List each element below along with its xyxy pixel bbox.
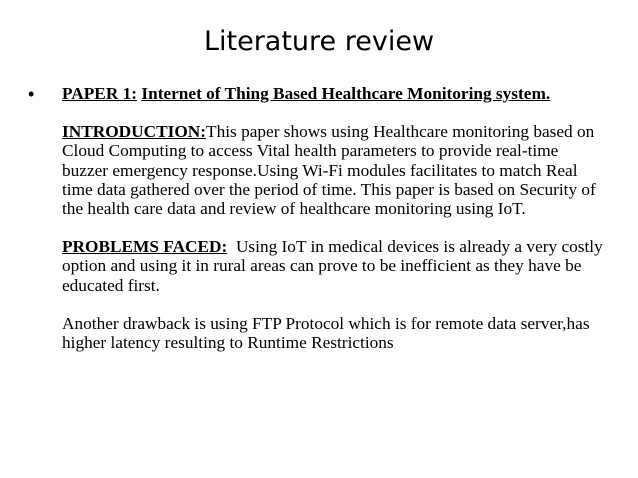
problems-paragraph — [62, 237, 608, 295]
paper-line — [62, 84, 608, 103]
problems-heading: PROBLEMS FACED: — [62, 237, 228, 257]
spacer — [62, 103, 608, 122]
introduction-text: This paper shows using Healthcare monitoring based on Cloud Computing to access Vital health parameters to provide real-time buzzer emergency response.Using Wi-Fi modules facilitates to match Real time data gathered over the period of time. This paper is based on Security of the health care data and review of healthcare monitoring using IoT. — [62, 122, 596, 219]
slide-title: Literature review — [203, 26, 435, 57]
bullet-item — [28, 84, 608, 352]
bullet-icon: • — [28, 84, 35, 104]
bullet-content — [62, 84, 608, 352]
introduction-paragraph — [62, 122, 608, 218]
problems-text: Using IoT in medical devices is already a very costly option and using it in rural areas can prove to be inefficient as they have be educated first. — [62, 237, 603, 295]
spacer — [62, 295, 608, 314]
paper-label: PAPER 1: — [62, 84, 138, 103]
drawback-paragraph — [62, 314, 608, 352]
spacer — [62, 218, 608, 237]
paper-title: Internet of Thing Based Healthcare Monitoring system. — [141, 84, 551, 103]
drawback-text: Another drawback is using FTP Protocol which is for remote data server,has higher latency resulting to Runtime Restrictions — [62, 313, 590, 353]
introduction-heading: INTRODUCTION: — [62, 122, 207, 142]
